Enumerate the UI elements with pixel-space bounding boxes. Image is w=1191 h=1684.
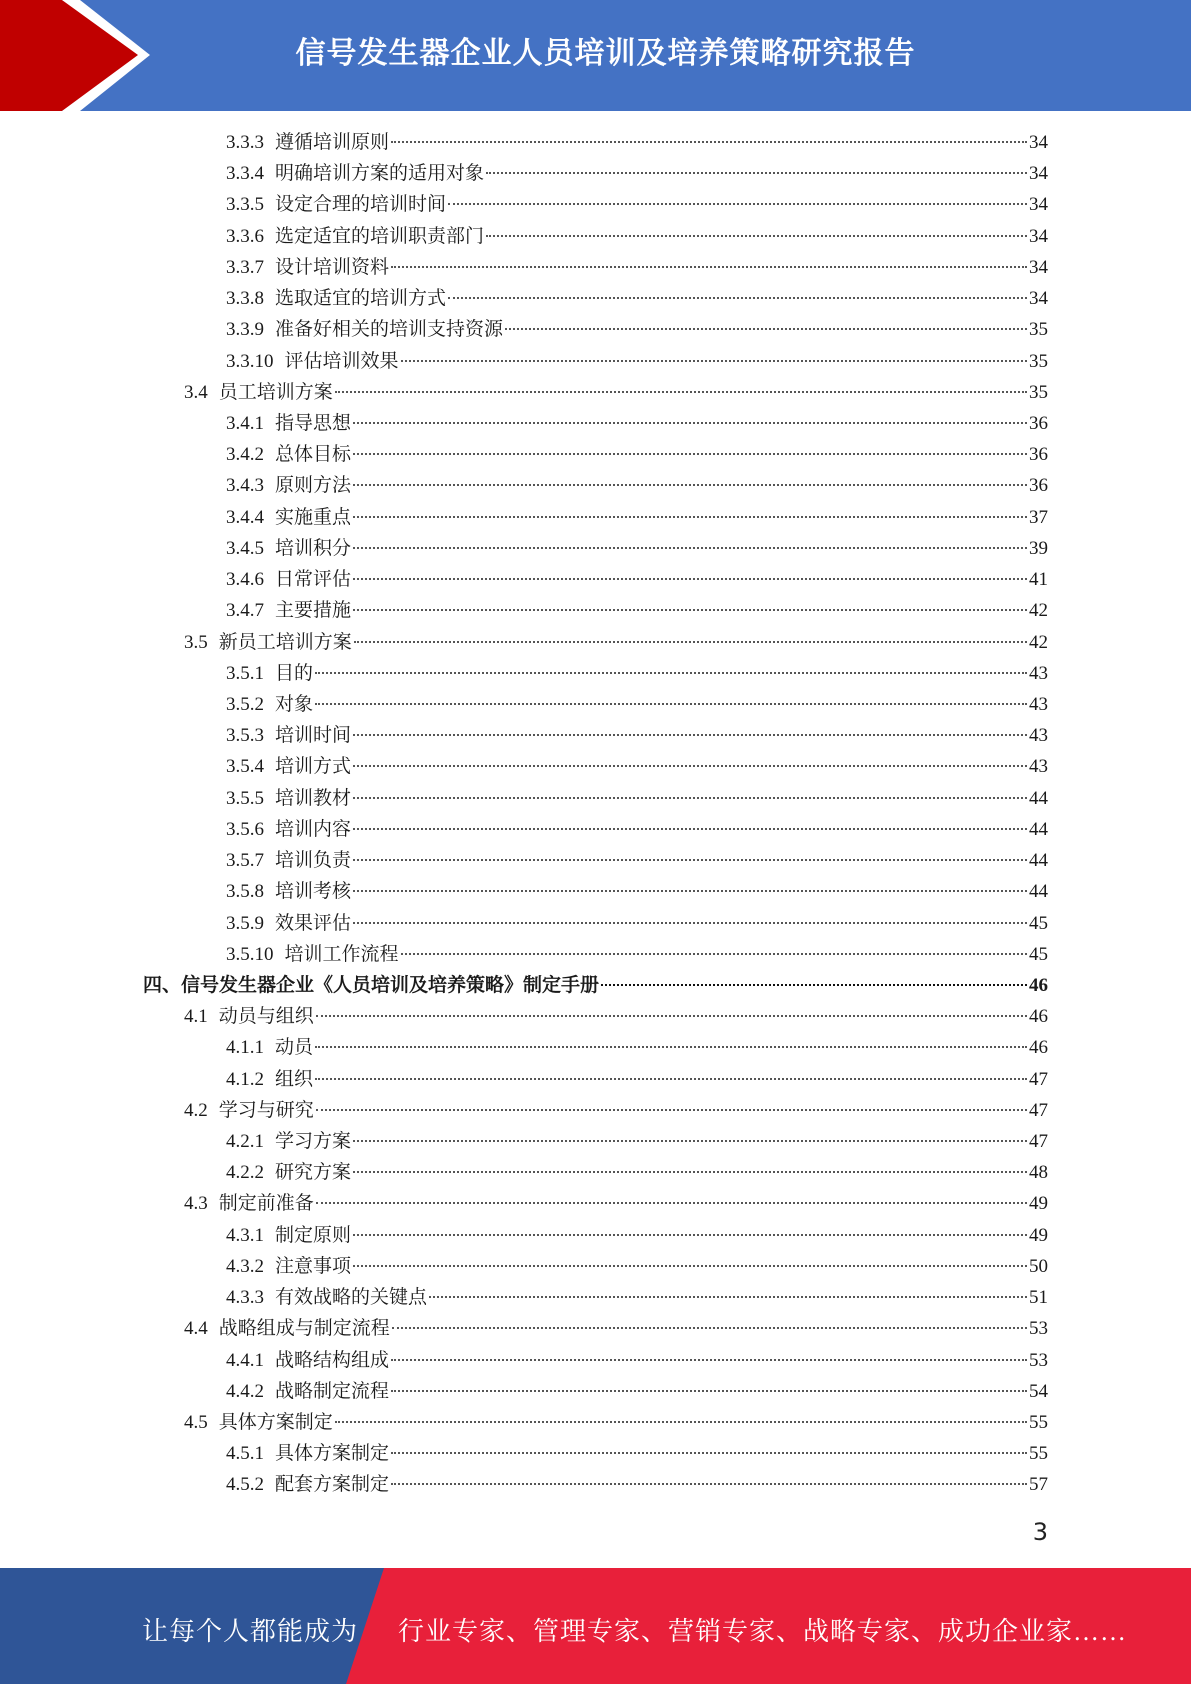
toc-dot-leader: [353, 609, 1027, 611]
toc-entry[interactable]: [226, 1469, 1048, 1500]
toc-entry-title: 新员工培训方案: [218, 631, 352, 653]
toc-entry-title: 制定原则: [275, 1224, 352, 1246]
toc-dot-leader: [354, 641, 1027, 643]
toc-entry-title: 学习与研究: [218, 1099, 314, 1121]
toc-entry[interactable]: [184, 627, 1048, 658]
toc-dot-leader: [448, 297, 1027, 299]
toc-entry-title: 培训积分: [275, 537, 352, 559]
toc-entry-page: 51: [1029, 1287, 1048, 1309]
toc-entry[interactable]: [184, 1313, 1048, 1344]
toc-entry-page: 35: [1029, 350, 1048, 372]
toc-dot-leader: [429, 1296, 1027, 1298]
toc-dot-leader: [353, 890, 1027, 892]
toc-entry-number: 3.5.6: [226, 818, 264, 840]
toc-entry-page: 46: [1029, 1006, 1048, 1028]
toc-entry[interactable]: [226, 1282, 1048, 1313]
toc-dot-leader: [315, 1078, 1027, 1080]
toc-entry-number: 4.3.2: [226, 1255, 264, 1277]
toc-dot-leader: [353, 1234, 1027, 1236]
toc-entry-page: 34: [1029, 194, 1048, 216]
toc-entry[interactable]: [226, 470, 1048, 501]
toc-entry-page: 42: [1029, 600, 1048, 622]
toc-dot-leader: [391, 1452, 1027, 1454]
toc-entry[interactable]: [226, 283, 1048, 314]
toc-entry-number: 3.3.7: [226, 256, 264, 278]
toc-entry-page: 34: [1029, 225, 1048, 247]
toc-entry-title: 学习方案: [275, 1131, 352, 1153]
toc-entry-number: 3.4.2: [226, 444, 264, 466]
toc-entry-number: 4.4: [184, 1318, 208, 1340]
toc-entry-title: 培训内容: [275, 818, 352, 840]
toc-entry[interactable]: [226, 658, 1048, 689]
toc-entry-title: 设计培训资料: [275, 256, 390, 278]
toc-entry-title: 培训工作流程: [284, 943, 399, 965]
toc-entry-number: 3.3.4: [226, 163, 264, 185]
toc-entry[interactable]: [226, 783, 1048, 814]
toc-entry-page: 49: [1029, 1193, 1048, 1215]
toc-entry-title: 具体方案制定: [275, 1443, 390, 1465]
toc-entry-page: 53: [1029, 1349, 1048, 1371]
toc-entry-number: 3.5.10: [226, 943, 274, 965]
toc-entry-page: 55: [1029, 1443, 1048, 1465]
toc-entry-page: 49: [1029, 1224, 1048, 1246]
toc-entry-page: 44: [1029, 881, 1048, 903]
toc-entry-number: 3.5.5: [226, 787, 264, 809]
toc-dot-leader: [353, 484, 1027, 486]
toc-entry-number: 4.2: [184, 1099, 208, 1121]
footer-slogan-left: 让每个人都能成为: [142, 1617, 359, 1646]
toc-entry[interactable]: [226, 189, 1048, 220]
toc-entry-title: 组织: [275, 1068, 314, 1090]
toc-entry[interactable]: [226, 595, 1048, 626]
toc-entry-title: 配套方案制定: [275, 1474, 390, 1496]
toc-entry-page: 34: [1029, 256, 1048, 278]
toc-dot-leader: [353, 797, 1027, 799]
toc-entry-title: 培训教材: [275, 787, 352, 809]
toc-entry-page: 36: [1029, 412, 1048, 434]
toc-entry[interactable]: [184, 377, 1048, 408]
toc-entry[interactable]: [226, 1064, 1048, 1095]
toc-entry-page: 34: [1029, 163, 1048, 185]
header-title: 信号发生器企业人员培训及培养策略研究报告: [295, 36, 916, 71]
toc-entry[interactable]: [184, 1188, 1048, 1219]
toc-entry[interactable]: [226, 346, 1048, 377]
toc-entry-title: 研究方案: [275, 1162, 352, 1184]
toc-entry-number: 4.2.2: [226, 1162, 264, 1184]
toc-dot-leader: [315, 703, 1027, 705]
toc-entry-number: 4.3.3: [226, 1287, 264, 1309]
toc-entry[interactable]: [226, 1376, 1048, 1407]
toc-entry-title: 注意事项: [275, 1255, 352, 1277]
toc-entry-title: 四、信号发生器企业《人员培训及培养策略》制定手册: [143, 974, 600, 996]
toc-dot-leader: [486, 172, 1027, 174]
toc-entry-page: 34: [1029, 132, 1048, 153]
toc-dot-leader: [353, 1171, 1027, 1173]
toc-entry-title: 选定适宜的培训职责部门: [275, 225, 485, 247]
toc-entry-page: 36: [1029, 444, 1048, 466]
toc-dot-leader: [353, 578, 1027, 580]
toc-entry-number: 4.4.1: [226, 1349, 264, 1371]
toc-dot-leader: [353, 922, 1027, 924]
toc-entry[interactable]: [226, 502, 1048, 533]
toc-entry[interactable]: [226, 876, 1048, 907]
toc-dot-leader: [353, 453, 1027, 455]
toc-dot-leader: [353, 547, 1027, 549]
toc-entry-title: 指导思想: [275, 412, 352, 434]
toc-entry-title: 动员: [275, 1037, 314, 1059]
toc-entry-title: 动员与组织: [218, 1006, 314, 1028]
toc-dot-leader: [353, 734, 1027, 736]
toc-entry[interactable]: [226, 1126, 1048, 1157]
toc-entry-page: 45: [1029, 912, 1048, 934]
toc-dot-leader: [353, 516, 1027, 518]
toc-dot-leader: [401, 953, 1027, 955]
toc-entry-page: 44: [1029, 850, 1048, 872]
toc-entry[interactable]: [226, 814, 1048, 845]
toc-entry-page: 42: [1029, 631, 1048, 653]
toc-entry-number: 4.1.1: [226, 1037, 264, 1059]
toc-entry[interactable]: [184, 1001, 1048, 1032]
toc-entry-title: 实施重点: [275, 506, 352, 528]
toc-entry-number: 3.3.9: [226, 319, 264, 341]
toc-entry[interactable]: [226, 1157, 1048, 1188]
page-header: [0, 0, 1191, 111]
footer-slogan-right: 行业专家、管理专家、营销专家、战略专家、成功企业家……: [398, 1617, 1128, 1646]
toc-entry-number: 3.4.7: [226, 600, 264, 622]
toc-entry-title: 员工培训方案: [218, 381, 333, 403]
toc-entry-number: 3.3.3: [226, 132, 264, 153]
toc-entry-title: 有效战略的关键点: [275, 1287, 428, 1309]
toc-entry-number: 4.5.2: [226, 1474, 264, 1496]
toc-entry-number: 3.3.6: [226, 225, 264, 247]
toc-entry-number: 4.2.1: [226, 1131, 264, 1153]
toc-entry-title: 战略制定流程: [275, 1380, 390, 1402]
toc-dot-leader: [601, 984, 1027, 986]
toc-entry-page: 48: [1029, 1162, 1048, 1184]
toc-dot-leader: [316, 1202, 1027, 1204]
toc-entry-number: 3.4.4: [226, 506, 264, 528]
toc-entry[interactable]: [226, 908, 1048, 939]
toc-entry-title: 培训时间: [275, 725, 352, 747]
toc-entry-number: 3.4.6: [226, 569, 264, 591]
toc-dot-leader: [335, 1421, 1027, 1423]
toc-entry-number: 3.5.8: [226, 881, 264, 903]
toc-entry[interactable]: [143, 970, 1048, 1001]
toc-entry[interactable]: [226, 1345, 1048, 1376]
toc-entry-number: 3.5.3: [226, 725, 264, 747]
toc-entry[interactable]: [226, 1032, 1048, 1063]
toc-dot-leader: [353, 422, 1027, 424]
toc-entry[interactable]: [226, 689, 1048, 720]
toc-dot-leader: [315, 672, 1027, 674]
toc-entry[interactable]: [226, 1220, 1048, 1251]
toc-entry-title: 总体目标: [275, 444, 352, 466]
toc-entry-number: 3.4.3: [226, 475, 264, 497]
toc-dot-leader: [392, 1327, 1027, 1329]
toc-entry[interactable]: [226, 939, 1048, 970]
toc-entry[interactable]: [184, 1407, 1048, 1438]
toc-entry-number: 3.5.9: [226, 912, 264, 934]
toc-entry-number: 3.3.10: [226, 350, 274, 372]
toc-entry-title: 准备好相关的培训支持资源: [275, 319, 504, 341]
toc-entry-number: 3.5.2: [226, 693, 264, 715]
toc-entry-title: 设定合理的培训时间: [275, 194, 447, 216]
toc-entry[interactable]: [226, 533, 1048, 564]
toc-entry-title: 目的: [275, 662, 314, 684]
toc-entry[interactable]: [184, 1095, 1048, 1126]
toc-entry-number: 3.4.1: [226, 412, 264, 434]
toc-entry[interactable]: [226, 720, 1048, 751]
toc-entry-page: 50: [1029, 1255, 1048, 1277]
toc-entry-title: 培训考核: [275, 881, 352, 903]
toc-entry[interactable]: [226, 221, 1048, 252]
toc-entry-page: 46: [1029, 974, 1048, 996]
toc-entry-page: 57: [1029, 1474, 1048, 1496]
toc-dot-leader: [505, 328, 1027, 330]
toc-entry-page: 37: [1029, 506, 1048, 528]
toc-entry[interactable]: [226, 439, 1048, 470]
toc-entry-page: 39: [1029, 537, 1048, 559]
toc-dot-leader: [353, 1265, 1027, 1267]
toc-entry-title: 战略结构组成: [275, 1349, 390, 1371]
toc-entry-page: 54: [1029, 1380, 1048, 1402]
toc-dot-leader: [353, 828, 1027, 830]
toc-entry-number: 4.5.1: [226, 1443, 264, 1465]
toc-dot-leader: [391, 1390, 1027, 1392]
toc-entry-page: 53: [1029, 1318, 1048, 1340]
toc-entry-number: 3.5.1: [226, 662, 264, 684]
toc-entry[interactable]: [226, 1438, 1048, 1469]
toc-entry[interactable]: [226, 564, 1048, 595]
toc-entry-page: 47: [1029, 1099, 1048, 1121]
toc-entry-page: 45: [1029, 943, 1048, 965]
toc-entry-title: 效果评估: [275, 912, 352, 934]
toc-entry-title: 培训负责: [275, 850, 352, 872]
toc-entry-title: 选取适宜的培训方式: [275, 288, 447, 310]
toc-entry-page: 43: [1029, 725, 1048, 747]
toc-entry-page: 41: [1029, 569, 1048, 591]
toc-entry[interactable]: [226, 252, 1048, 283]
toc-entry-page: 46: [1029, 1037, 1048, 1059]
toc-entry-number: 4.5: [184, 1412, 208, 1434]
toc-entry[interactable]: [226, 845, 1048, 876]
toc-entry[interactable]: [226, 127, 1048, 158]
toc-entry-title: 对象: [275, 693, 314, 715]
toc-entry-number: 3.5.4: [226, 756, 264, 778]
toc-entry-number: 3.3.5: [226, 194, 264, 216]
toc-entry[interactable]: [226, 751, 1048, 782]
toc-entry-number: 4.1: [184, 1006, 208, 1028]
toc-dot-leader: [315, 1046, 1027, 1048]
toc-entry-title: 评估培训效果: [284, 350, 399, 372]
page-number: 3: [1032, 1518, 1048, 1546]
toc-entry-page: 44: [1029, 787, 1048, 809]
toc-entry-title: 培训方式: [275, 756, 352, 778]
toc-entry-page: 43: [1029, 693, 1048, 715]
toc-entry-title: 日常评估: [275, 569, 352, 591]
toc-entry-page: 35: [1029, 319, 1048, 341]
toc-dot-leader: [391, 141, 1027, 143]
toc-entry-page: 55: [1029, 1412, 1048, 1434]
toc-entry-number: 4.3.1: [226, 1224, 264, 1246]
toc-entry-title: 具体方案制定: [218, 1412, 333, 1434]
toc-dot-leader: [401, 360, 1027, 362]
toc-entry-number: 3.4.5: [226, 537, 264, 559]
toc-dot-leader: [316, 1109, 1027, 1111]
toc-dot-leader: [353, 1140, 1027, 1142]
toc-entry-title: 制定前准备: [218, 1193, 314, 1215]
toc-entry-title: 主要措施: [275, 600, 352, 622]
toc-dot-leader: [353, 765, 1027, 767]
toc-entry-page: 43: [1029, 662, 1048, 684]
toc-dot-leader: [335, 391, 1027, 393]
toc-entry-number: 4.3: [184, 1193, 208, 1215]
toc-dot-leader: [391, 1483, 1027, 1485]
toc-entry-number: 3.5: [184, 631, 208, 653]
toc-entry-page: 47: [1029, 1131, 1048, 1153]
page-footer: [0, 1568, 1191, 1684]
toc-entry-number: 3.4: [184, 381, 208, 403]
toc-entry-title: 战略组成与制定流程: [218, 1318, 390, 1340]
toc-entry-number: 4.4.2: [226, 1380, 264, 1402]
toc-entry-number: 4.1.2: [226, 1068, 264, 1090]
toc-entry[interactable]: [226, 314, 1048, 345]
toc-entry[interactable]: [226, 1251, 1048, 1282]
toc-entry-title: 明确培训方案的适用对象: [275, 163, 485, 185]
toc-entry-number: 3.3.8: [226, 288, 264, 310]
toc-entry-page: 43: [1029, 756, 1048, 778]
toc-entry[interactable]: [226, 408, 1048, 439]
toc-entry-page: 36: [1029, 475, 1048, 497]
toc-entry-title: 原则方法: [275, 475, 352, 497]
toc-entry-number: 3.5.7: [226, 850, 264, 872]
toc-dot-leader: [486, 235, 1027, 237]
toc-entry-page: 35: [1029, 381, 1048, 403]
toc-entry-page: 47: [1029, 1068, 1048, 1090]
toc-entry-page: 44: [1029, 818, 1048, 840]
toc-entry-page: 34: [1029, 288, 1048, 310]
toc-dot-leader: [448, 203, 1027, 205]
toc-dot-leader: [391, 266, 1027, 268]
toc-entry[interactable]: [226, 158, 1048, 189]
toc-dot-leader: [316, 1015, 1027, 1017]
toc-dot-leader: [353, 859, 1027, 861]
toc-dot-leader: [391, 1359, 1027, 1361]
toc-entry-title: 遵循培训原则: [275, 132, 390, 153]
